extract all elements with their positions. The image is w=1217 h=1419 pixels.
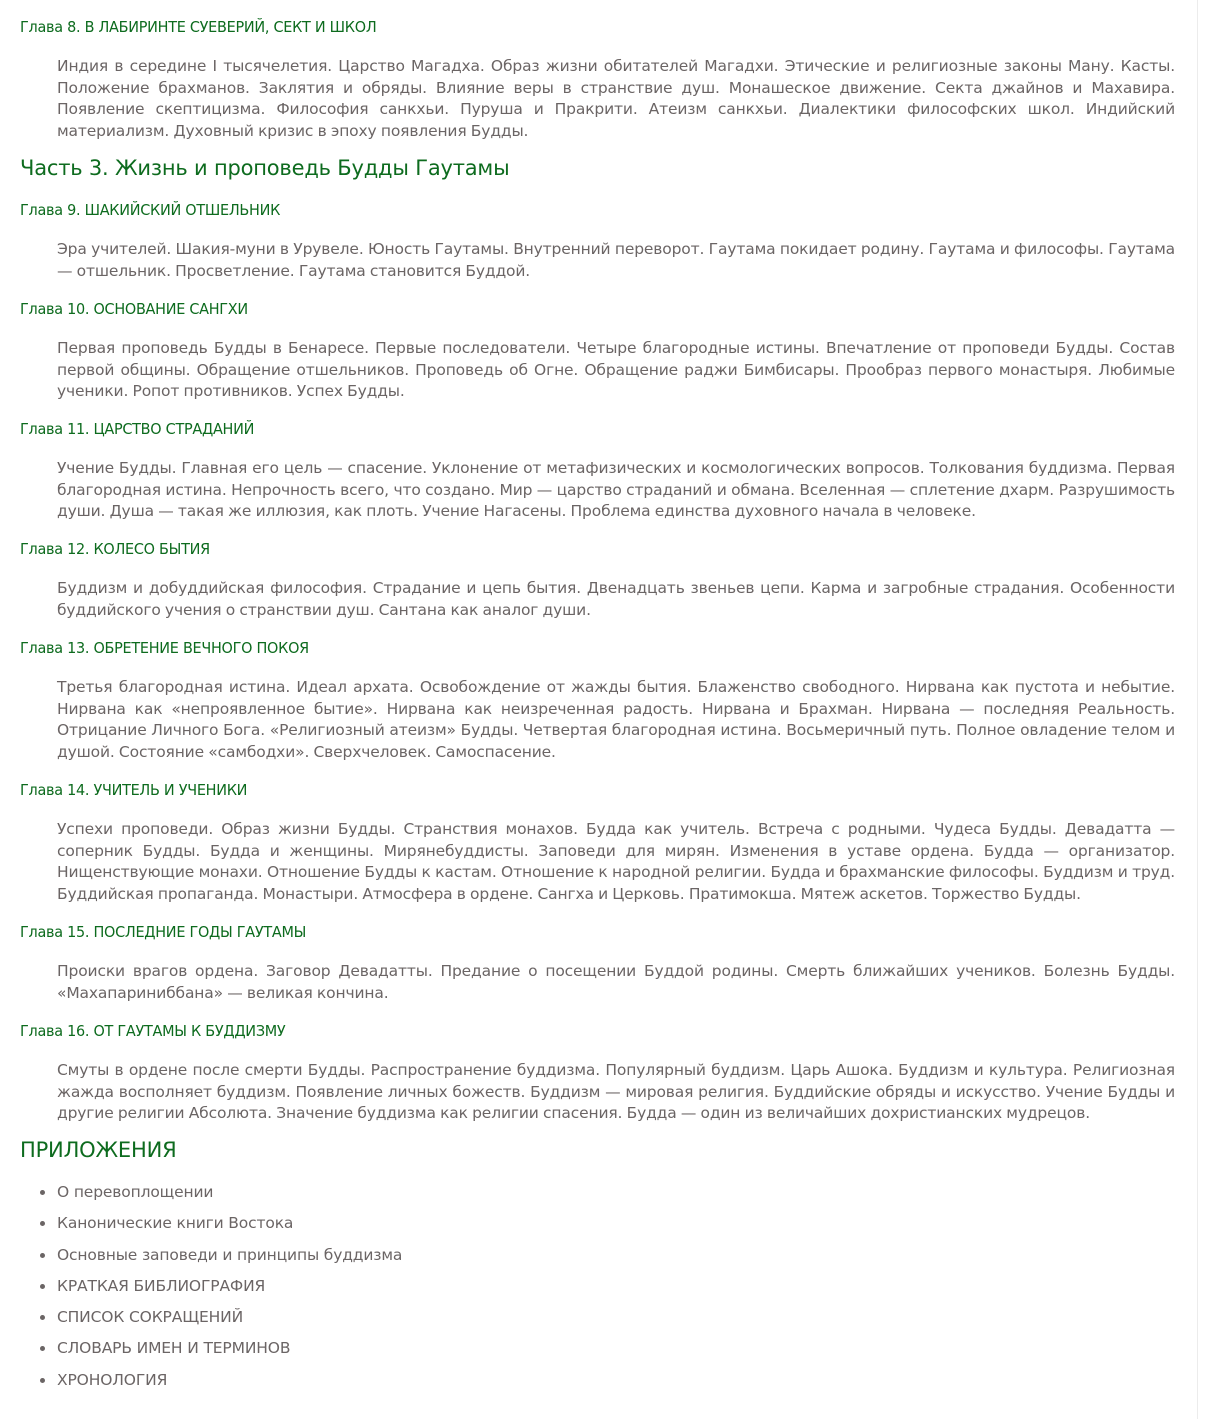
chapter-title[interactable]: Глава 9. ШАКИЙСКИЙ ОТШЕЛЬНИК: [20, 201, 281, 219]
appendix-item[interactable]: [20, 1245, 1175, 1276]
chapter-description: Смуты в ордене после смерти Будды. Распространение буддизма. Популярный буддизм. Царь Ашока. Буддизм и культура. Религиозная жажда восполняет буддизм. Появление личных божеств. Буддизм — мировая религия. Буддийские обряды и искусство. Учение Будды и другие религии Абсолюта. Значение буддизма как религии спасения. Будда — один из величайших дохристианских мудрецов.: [57, 1061, 1175, 1122]
chapter-8: [20, 17, 1175, 37]
chapter-title[interactable]: Глава 10. ОСНОВАНИЕ САНГХИ: [20, 300, 248, 318]
chapter-9-desc-wrap: [20, 239, 1175, 282]
chapter-11-desc-wrap: [20, 458, 1175, 523]
appendix-list: [20, 1182, 1175, 1401]
appendix-item-label[interactable]: КРАТКАЯ БИБЛИОГРАФИЯ: [57, 1276, 266, 1295]
chapter-15-desc-wrap: [20, 961, 1175, 1004]
chapter-9: [20, 200, 1175, 220]
chapter-title[interactable]: Глава 14. УЧИТЕЛЬ И УЧЕНИКИ: [20, 781, 248, 799]
chapter-15: [20, 922, 1175, 942]
appendix-item-label[interactable]: СПИСОК СОКРАЩЕНИЙ: [57, 1308, 244, 1327]
chapter-10: [20, 299, 1175, 319]
chapter-description: Индия в середине I тысячелетия. Царство Магадха. Образ жизни обитателей Магадхи. Этические и религиозные законы Ману. Касты. Положение брахманов. Заклятия и обряды. Влияние веры в странствие душ. Монашеское движение. Секта джайнов и Махавира. Появление скептицизма. Философия санкхьи. Пуруша и Пракрити. Атеизм санкхьи. Диалектики философских школ. Индийский материализм. Духовный кризис в эпоху появления Будды.: [57, 57, 1175, 140]
chapter-description: Учение Будды. Главная его цель — спасение. Уклонение от метафизических и космологических вопросов. Толкования буддизма. Первая благородная истина. Непрочность всего, что создано. Мир — царство страданий и обмана. Вселенная — сплетение дхарм. Разрушимость души. Душа — такая же иллюзия, как плоть. Учение Нагасены. Проблема единства духовного начала в человеке.: [57, 459, 1175, 520]
bullet-icon: [40, 1346, 45, 1351]
appendix-item-label[interactable]: О перевоплощении: [57, 1183, 214, 1201]
appendices-title: ПРИЛОЖЕНИЯ: [20, 1138, 177, 1162]
chapter-description: Первая проповедь Будды в Бенаресе. Первые последователи. Четыре благородные истины. Впечатление от проповеди Будды. Состав первой общины. Обращение отшельников. Проповедь об Огне. Обращение раджи Бимбисары. Прообраз первого монастыря. Любимые ученики. Ропот противников. Успех Будды.: [57, 339, 1175, 400]
chapter-title[interactable]: Глава 16. ОТ ГАУТАМЫ К БУДДИЗМУ: [20, 1022, 286, 1040]
appendix-item[interactable]: [20, 1182, 1175, 1213]
bullet-icon: [40, 1190, 45, 1195]
appendices-header: [20, 1137, 1175, 1163]
appendix-item[interactable]: [20, 1213, 1175, 1244]
bullet-icon: [40, 1253, 45, 1258]
chapter-12-desc-wrap: [20, 578, 1175, 621]
bullet-icon: [40, 1378, 45, 1383]
appendices-section: [20, 1182, 1175, 1401]
appendix-item[interactable]: [20, 1338, 1175, 1369]
chapter-title[interactable]: Глава 12. КОЛЕСО БЫТИЯ: [20, 540, 210, 558]
chapter-description: Буддизм и добуддийская философия. Страдание и цепь бытия. Двенадцать звеньев цепи. Карма и загробные страдания. Особенности буддийского учения о странствии душ. Сантана как аналог души.: [57, 579, 1175, 619]
chapter-title[interactable]: Глава 11. ЦАРСТВО СТРАДАНИЙ: [20, 420, 255, 438]
chapter-16: [20, 1021, 1175, 1041]
page-right-border: [1197, 0, 1198, 1419]
part-title: Часть 3. Жизнь и проповедь Будды Гаутамы: [20, 156, 510, 180]
appendix-item[interactable]: [20, 1276, 1175, 1307]
chapter-13-desc-wrap: [20, 677, 1175, 763]
chapter-title[interactable]: Глава 13. ОБРЕТЕНИЕ ВЕЧНОГО ПОКОЯ: [20, 639, 309, 657]
appendix-item-label[interactable]: Канонические книги Востока: [57, 1214, 294, 1233]
chapter-16-desc-wrap: [20, 1060, 1175, 1125]
chapter-title[interactable]: Глава 15. ПОСЛЕДНИЕ ГОДЫ ГАУТАМЫ: [20, 923, 307, 941]
bullet-icon: [40, 1315, 45, 1320]
chapter-description: Происки врагов ордена. Заговор Девадатты. Предание о посещении Буддой родины. Смерть ближайших учеников. Болезнь Будды. «Махапариниббана» — великая кончина.: [57, 962, 1175, 1002]
chapter-description: Эра учителей. Шакия-муни в Урувеле. Юность Гаутамы. Внутренний переворот. Гаутама покидает родину. Гаутама и философы. Гаутама — отшельник. Просветление. Гаутама становится Буддой.: [57, 240, 1175, 280]
chapter-10-desc-wrap: [20, 338, 1175, 403]
part-3-header: [20, 155, 1175, 181]
chapter-description: Успехи проповеди. Образ жизни Будды. Странствия монахов. Будда как учитель. Встреча с родными. Чудеса Будды. Девадатта — соперник Будды. Будда и женщины. Мирянебуддисты. Заповеди для мирян. Изменения в уставе ордена. Будда — организатор. Нищенствующие монахи. Отношение Будды к кастам. Отношение к народной религии. Будда и брахманские философы. Буддизм и труд. Буддийская пропаганда. Монастыри. Атмосфера в ордене. Сангха и Церковь. Пратимокша. Мятеж аскетов. Торжество Будды.: [57, 820, 1175, 903]
chapter-14: [20, 780, 1175, 800]
bullet-icon: [40, 1284, 45, 1289]
chapter-title[interactable]: Глава 8. В ЛАБИРИНТЕ СУЕВЕРИЙ, СЕКТ И ШКОЛ: [20, 18, 377, 36]
appendix-item-label[interactable]: Основные заповеди и принципы буддизма: [57, 1245, 403, 1264]
appendix-item[interactable]: [20, 1370, 1175, 1401]
appendix-item-label[interactable]: ХРОНОЛОГИЯ: [57, 1370, 168, 1389]
chapter-12: [20, 539, 1175, 559]
appendix-item[interactable]: [20, 1307, 1175, 1338]
chapter-11: [20, 419, 1175, 439]
appendix-item-label[interactable]: СЛОВАРЬ ИМЕН И ТЕРМИНОВ: [57, 1339, 291, 1358]
chapter-description: Третья благородная истина. Идеал архата. Освобождение от жажды бытия. Блаженство свободного. Нирвана как пустота и небытие. Нирвана как «непроявленное бытие». Нирвана как неизреченная радость. Нирвана и Брахман. Нирвана — последняя Реальность. Отрицание Личного Бога. «Религиозный атеизм» Будды. Четвертая благородная истина. Восьмеричный путь. Полное овладение телом и душой. Состояние «самбодхи». Сверхчеловек. Самоспасение.: [57, 678, 1175, 761]
chapter-14-desc-wrap: [20, 819, 1175, 905]
bullet-icon: [40, 1221, 45, 1226]
chapter-8-desc-wrap: [20, 56, 1175, 142]
chapter-13: [20, 638, 1175, 658]
